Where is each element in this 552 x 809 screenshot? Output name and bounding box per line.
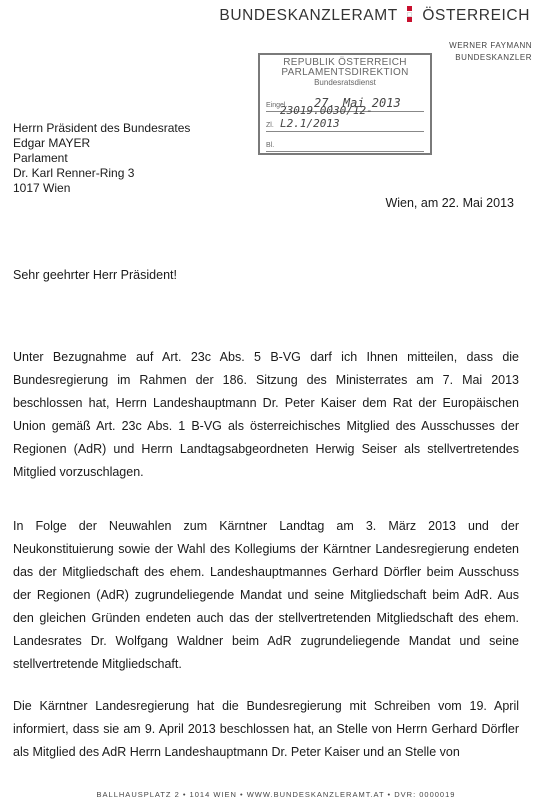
- stamp-received-value: 27. Mai 2013: [314, 96, 401, 110]
- footer-address: BALLHAUSPLATZ 2 • 1014 WIEN • WWW.BUNDESKANZLERAMT.AT • DVR: 0000019: [96, 790, 456, 799]
- stamp-zl-value: 23019.0030/12-L2.1/2013: [280, 104, 373, 130]
- body-paragraph-3: Die Kärntner Landesregierung hat die Bundesregierung mit Schreiben vom 19. April informiert, dass sie am 9. April 2013 beschlossen hat, an Stelle von Herrn Gerhard Dörfler als Mitglied des AdR Herrn Landeshauptmann Dr. Peter Kaiser und an Stelle von: [13, 699, 519, 759]
- recipient-line: Parlament: [13, 151, 68, 165]
- salutation: Sehr geehrter Herr Präsident!: [13, 268, 177, 282]
- recipient-line: Herrn Präsident des Bundesrates: [13, 121, 191, 135]
- letterhead-logo: [219, 6, 530, 25]
- logo-text-left: BUNDESKANZLERAMT: [219, 7, 398, 24]
- stamp-row-bl: [266, 133, 424, 152]
- stamp-line-3: Bundesratsdienst: [314, 78, 376, 87]
- body-paragraph-2: In Folge der Neuwahlen zum Kärntner Landtag am 3. März 2013 und der Neukonstituierung sowie der Wahl des Kollegiums der Kärntner Landesregierung endeten das der Mitgliedschaft des ehem. Landeshauptmannes Gerhard Dörfler beim Ausschuss der Regionen (AdR) zugrundeliegende Mandat und seine Mitgliedschaft beim AdR. Aus den gleichen Gründen endeten auch das der stellvertretenden Mitgliedschaft des ehem. Landesrates Dr. Wolfgang Waldner beim AdR zugrundeliegende Mandat und seine stellvertretende Mitgliedschaft.: [13, 519, 519, 671]
- stamp-bl-label: Bl.: [266, 142, 275, 149]
- recipient-line: Dr. Karl Renner-Ring 3: [13, 166, 135, 180]
- stamp-zl-label: Zl.: [266, 122, 274, 129]
- recipient-address: [13, 121, 190, 196]
- austria-flag-mark: [407, 6, 412, 22]
- body-paragraph-1: Unter Bezugnahme auf Art. 23c Abs. 5 B-VG darf ich Ihnen mitteilen, dass die Bundesregierung im Rahmen der 186. Sitzung des Ministerrates am 7. Mai 2013 beschlossen hat, Herrn Landeshauptmann Dr. Peter Kaiser dem Rat der Europäischen Union gemäß Art. 23c Abs. 1 B-VG als österreichisches Mitglied des Ausschusses der Regionen (AdR) und Herrn Landtagsabgeordneten Herwig Seiser als stellvertretendes Mitglied vorzuschlagen.: [13, 350, 519, 479]
- chancellor-name: WERNER FAYMANN: [449, 41, 532, 50]
- receipt-stamp: [258, 53, 432, 155]
- chancellor-block: [449, 40, 532, 64]
- stamp-line-1: REPUBLIK ÖSTERREICH: [283, 57, 407, 68]
- letter-date: Wien, am 22. Mai 2013: [385, 196, 514, 210]
- stamp-received-label: Eingel.: [266, 102, 288, 109]
- recipient-line: Edgar MAYER: [13, 136, 91, 150]
- logo-text-right: ÖSTERREICH: [422, 7, 530, 24]
- recipient-line: 1017 Wien: [13, 181, 71, 195]
- stamp-line-2: PARLAMENTSDIREKTION: [281, 67, 409, 78]
- chancellor-title: BUNDESKANZLER: [455, 53, 532, 62]
